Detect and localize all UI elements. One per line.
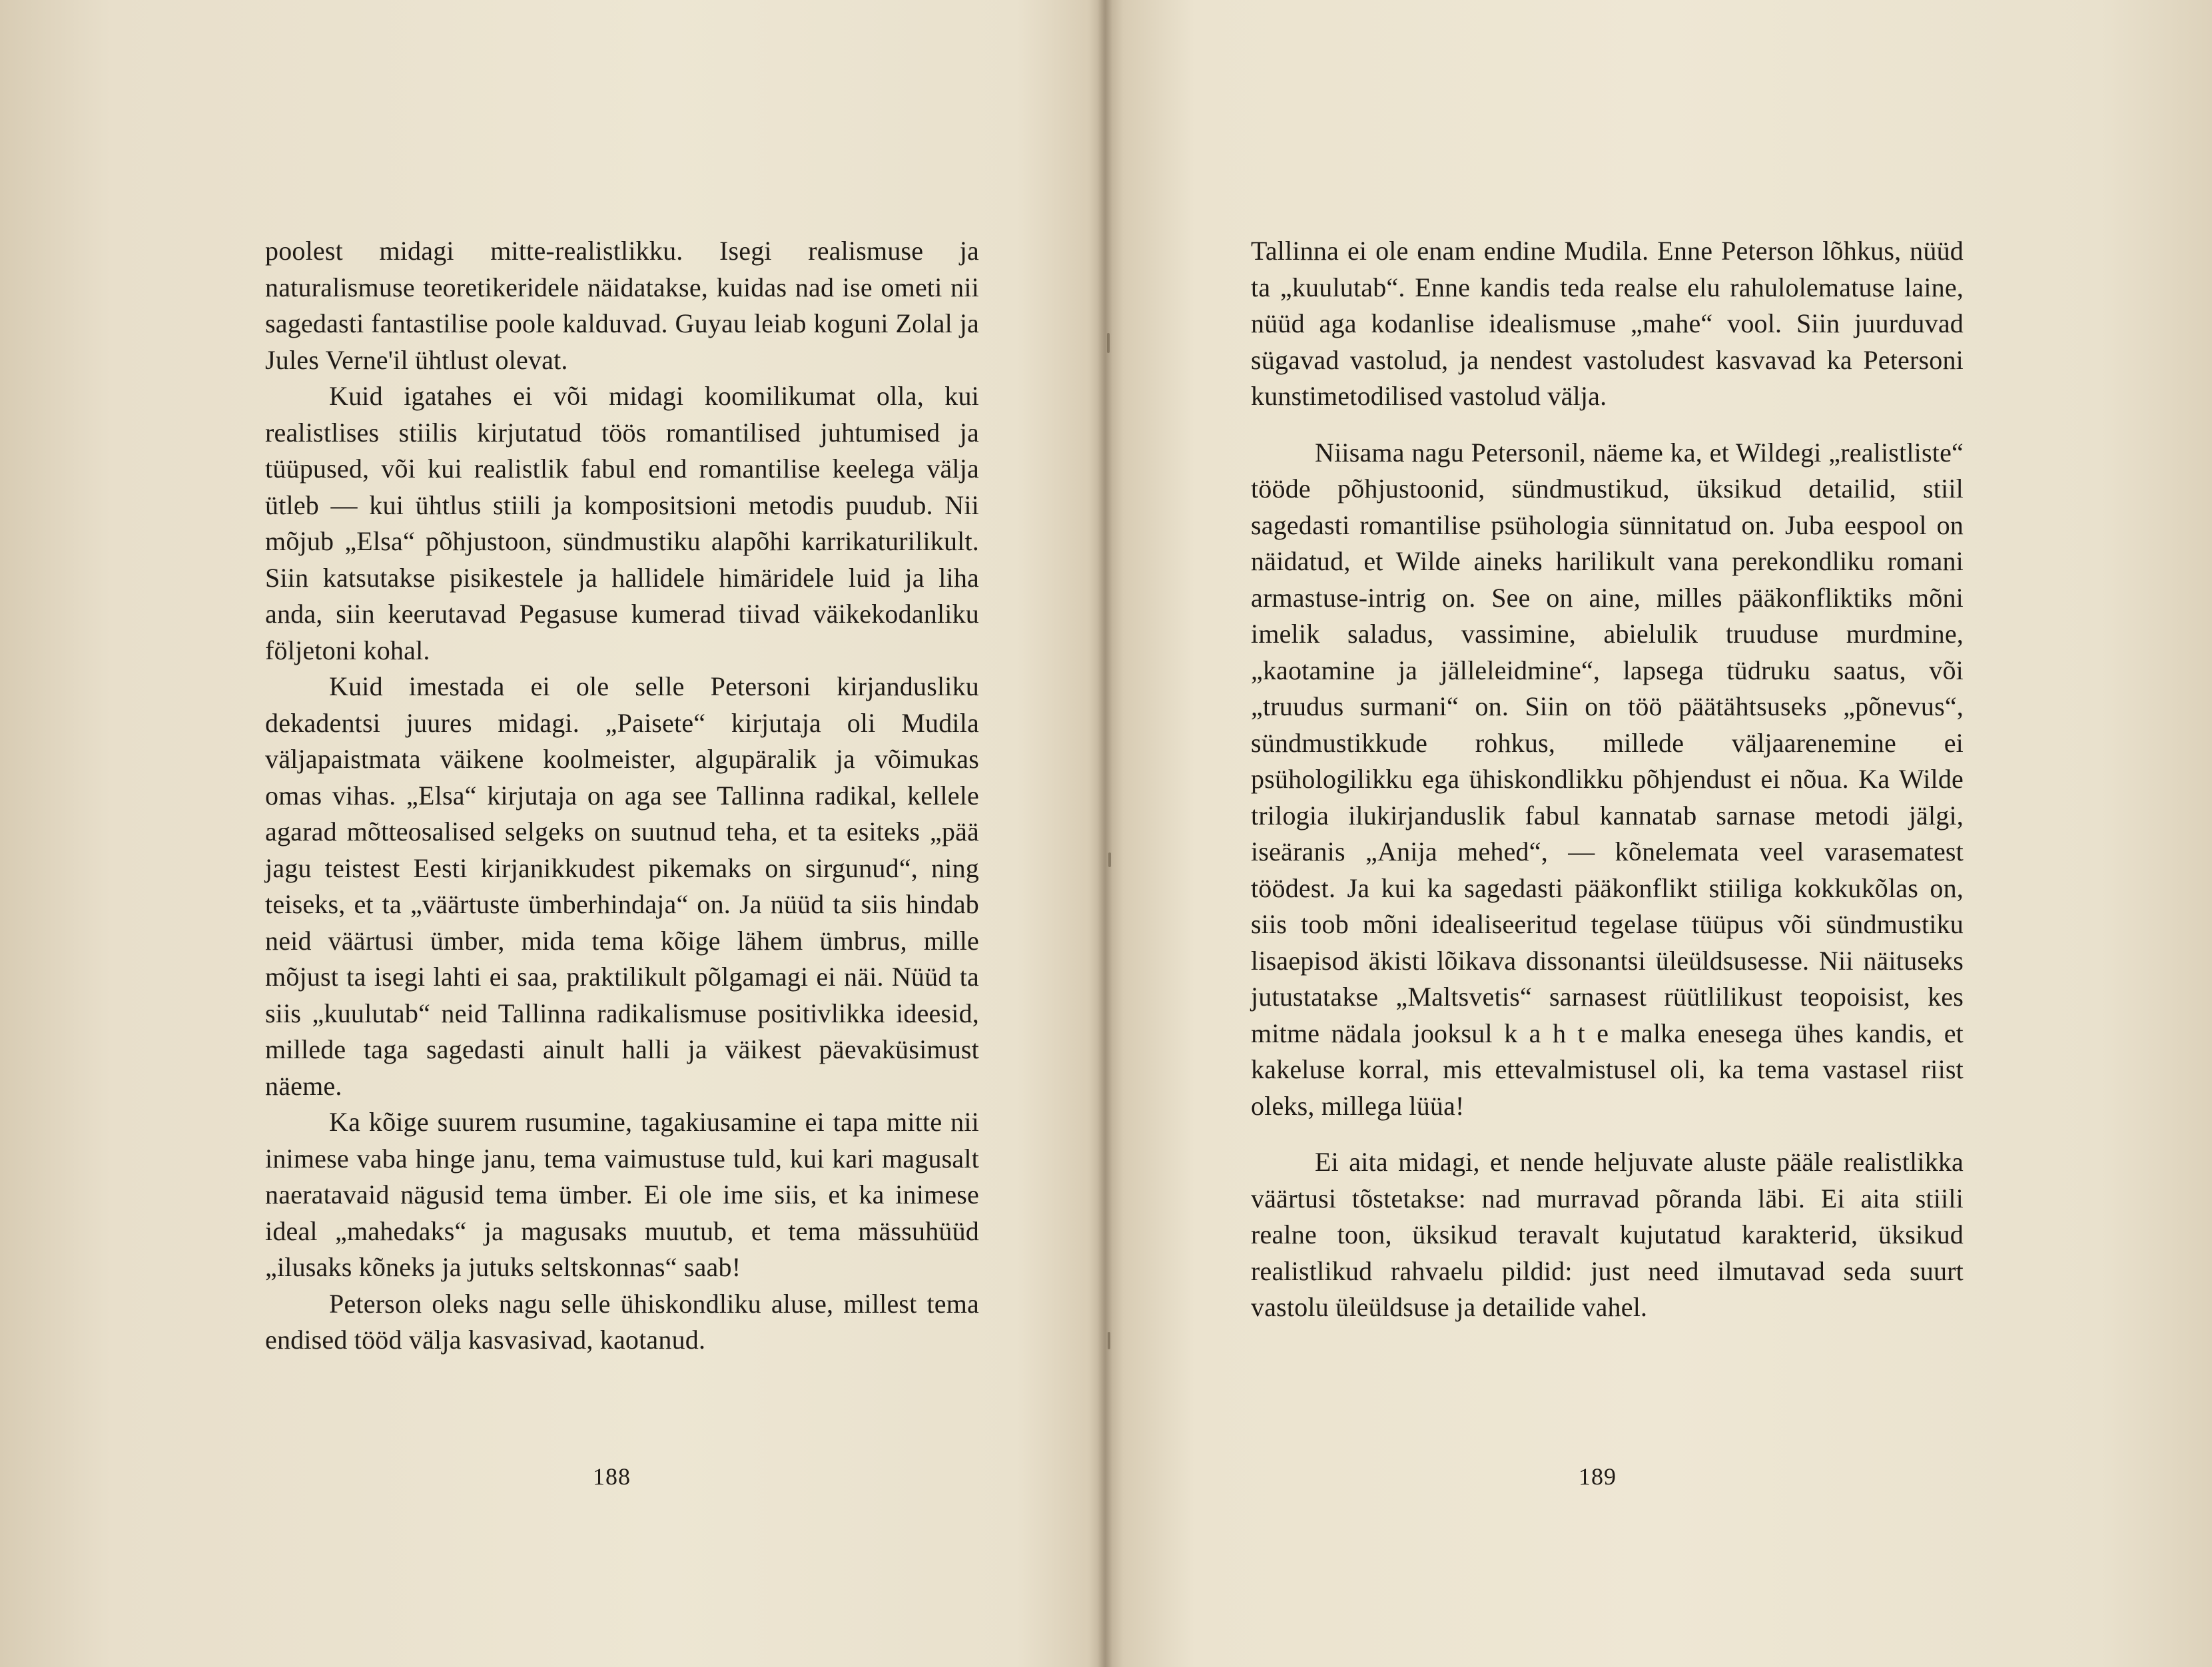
right-page-text [1251, 233, 1964, 1326]
right-page [1106, 0, 2212, 1667]
right-page-number: 189 [1579, 1463, 1617, 1490]
left-paragraph-5: Peterson oleks nagu selle ühiskondliku aluse, millest tema endised tööd välja kasvasivad, kaotanud. [265, 1288, 979, 1355]
left-paragraph-2: Kuid igatahes ei või midagi koomilikumat olla, kui realistlises stiilis kirjutatud töös romantilised juhtumised ja tüüpused, või kui realistlik fabul end romantilise keelega välja ütleb — kui ühtlus stiili ja kompositsioni metodis puudub. Nii mõjub „Elsa“ põhjustoon, sündmustiku alapõhi karrikaturilikult. Siin katsutakse pisikestele ja hallidele himäridele luid ja liha anda, siin keerutavad Pegasuse kumerad tiivad väikekodanliku följetoni kohal. [265, 381, 979, 665]
left-paragraph-3: Kuid imestada ei ole selle Petersoni kirjandusliku dekadentsi juures midagi. „Paisete“ kirjutaja oli Mudila väljapaistmata väikene koolmeister, algupäralik ja võimukas omas vihas. „Elsa“ kirjutaja on aga see Tallinna radikal, kellele agarad mõtteosalised selgeks on suutnud teha, et ta esiteks „pää jagu teistest Eesti kirjanikkudest pikemaks on sirgunud“, ning teiseks, et ta „väärtuste ümberhindaja“ on. Ja nüüd ta siis hindab neid väärtusi ümber, mida tema kõige lähem ümbrus, mille mõjust ta isegi lahti ei saa, praktilikult põlgamagi ei näi. Nüüd ta siis „kuulutab“ neid Tallinna radikalismuse positivlikka ideesid, millede taga sagedasti ainult halli ja väikest päevaküsimust näeme. [265, 671, 979, 1101]
left-paragraph-1: poolest midagi mitte-realistlikku. Isegi realismuse ja naturalismuse teoretikeridele näidatakse, kuidas nad ise ometi nii sagedasti fantastilise poole kalduvad. Guyau leiab koguni Zolal ja Jules Verne'il ühtlust olevat. [265, 236, 979, 375]
right-paragraph-2: Niisama nagu Petersonil, näeme ka, et Wildegi „realistliste“ tööde põhjustoonid, sündmustikud, üksikud detailid, stiil sagedasti romantilise psühologia sünnitatud on. Juba eespool on näidatud, et Wilde aineks harilikult vana perekondliku romani armastuse-intrig on. See on aine, milles pääkonfliktiks mõni imelik saladus, vassimine, abielulik truuduse murdmine, „kaotamine ja jälleleidmine“, lapsega tüdruku saatus, või „truudus surmani“ on. Siin on töö päätähtsuseks „põnevus“, sündmustikkude rohkus, millede väljaarenemine ei psühologilikku ega ühiskondlikku põhjendust ei nõua. Ka Wilde trilogia ilukirjanduslik fabul kannatab sarnase metodi jälgi, iseäranis „Anija mehed“, — kõnelemata veel varasematest töödest. Ja kui ka sagedasti pääkonflikt stiiliga kokkukõlas on, siis toob mõni idealiseeritud tegelase tüüpus või sündmustiku lisaepisod äkisti lõikava dissonantsi üleüldsusesse. Nii näituseks jutustatakse „Maltsvetis“ sarnasest rüütlilikust teopoisist, kes mitme nädala jooksul k a h t e malka enesega ühes kandis, et kakeluse korral, mis ettevalmistusel oli, ka tema vastasel riist oleks, millega lüüa! [1251, 437, 1964, 1121]
right-paragraph-1: Tallinna ei ole enam endine Mudila. Enne Peterson lõhkus, nüüd ta „kuulutab“. Enne kandis teda realse elu rahulolematuse laine, nüüd aga kodanlise idealismuse „mahe“ vool. Siin juurduvad sügavad vastolud, ja nendest vastoludest kasvavad ka Petersoni kunstimetodilised vastolud välja. [1251, 236, 1964, 411]
left-page-text [265, 233, 979, 1359]
left-paragraph-4: Ka kõige suurem rusumine, tagakiusamine ei tapa mitte nii inimese vaba hinge janu, tema vaimustuse tuld, kui kari magusalt naeratavaid nägusid tema ümber. Ei ole ime siis, et ka inimese ideal „mahedaks“ ja magusaks muutub, et tema mässuhüüd „ilusaks kõneks ja jutuks seltskonnas“ saab! [265, 1107, 979, 1282]
right-paragraph-3: Ei aita midagi, et nende heljuvate aluste pääle realistlikka väärtusi tõstetakse: nad murravad põranda läbi. Ei aita stiili realne toon, üksikud teravalt kujutatud karakterid, üksikud realistlikud rahvaelu pildid: just need ilmutavad seda suurt vastolu üleüldsuse ja detailide vahel. [1251, 1147, 1964, 1322]
left-page-number: 188 [593, 1463, 631, 1490]
